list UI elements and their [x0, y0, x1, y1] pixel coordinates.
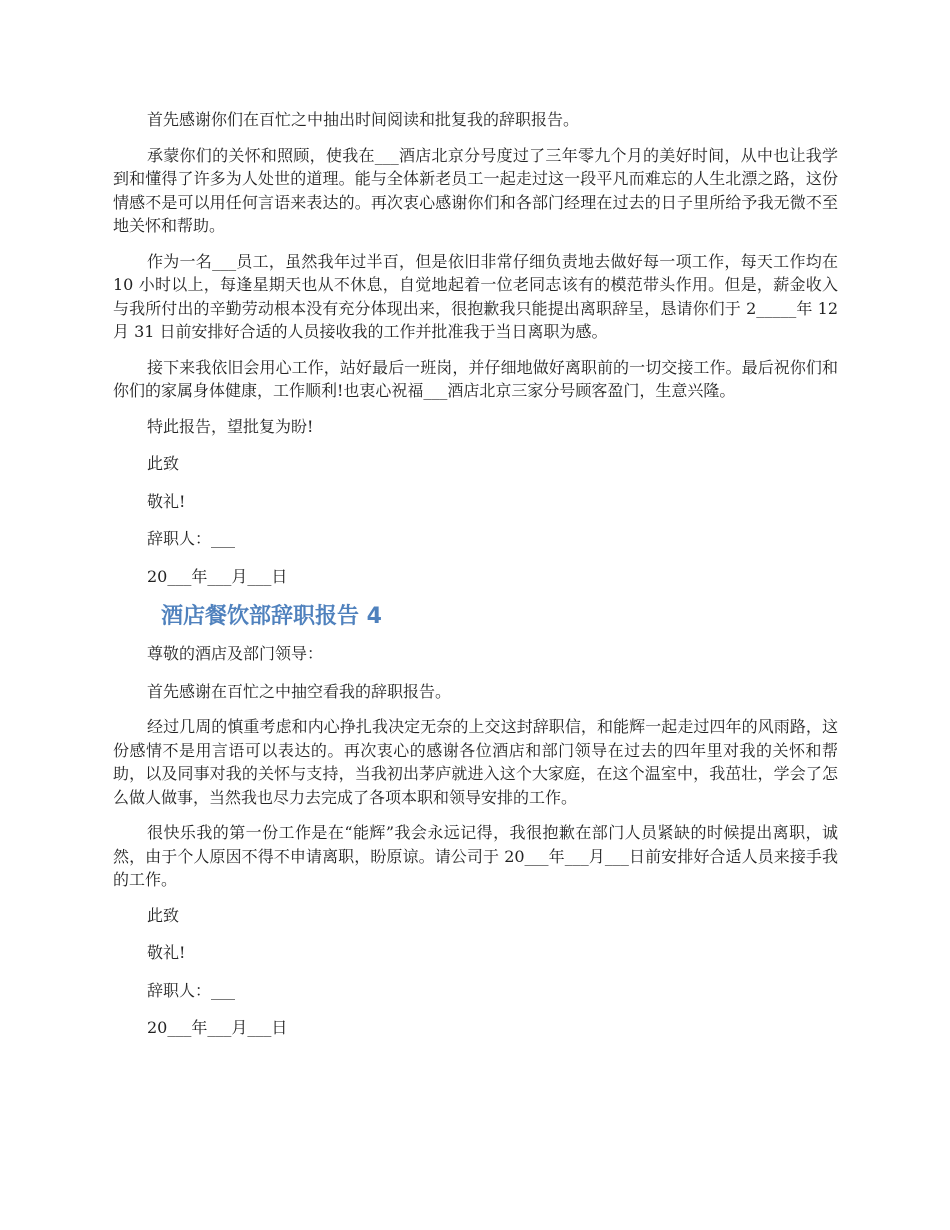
letter2-closing: 此致	[147, 905, 180, 925]
letter1-closing: 此致	[147, 454, 180, 473]
letter2-date: 20___年___月___日	[147, 1018, 288, 1037]
letter2-regards: 敬礼!	[147, 943, 186, 962]
letter1-signer: 辞职人：___	[147, 529, 236, 548]
letter1-paragraph-4: 接下来我依旧会用心工作，站好最后一班岗，并仔细地做好离职前的一切交接工作。最后祝你们和你们的家属身体健康，工作顺利!也衷心祝福___酒店北京三家分号顾客盈门，生意兴隆。	[113, 357, 838, 400]
letter2-salutation: 尊敬的酒店及部门领导：	[147, 644, 324, 663]
letter1-paragraph-2: 承蒙你们的关怀和照顾，使我在___酒店北京分号度过了三年零九个月的美好时间，从中也让我学到和懂得了许多为人处世的道理。能与全体新老员工一起走过这一段平凡而难忘的人生北漂之路，这份情感不是可以用任何言语来表达的。再次衷心感谢你们和各部门经理在过去的日子里所给予我无微不至地关怀和帮助。	[113, 145, 838, 235]
letter1-regards: 敬礼!	[147, 491, 186, 511]
letter2-paragraph-2: 经过几周的慎重考虑和内心挣扎我决定无奈的上交这封辞职信，和能辉一起走过四年的风雨路，这份感情不是用言语可以表达的。再次衷心的感谢各位酒店和部门领导在过去的四年里对我的关怀和帮助，以及同事对我的关怀与支持，当我初出茅庐就进入这个大家庭，在这个温室中，我茁壮，学会了怎么做人做事，当然我也尽力去完成了各项本职和领导安排的工作。	[113, 717, 838, 807]
letter1-request-line: 特此报告，望批复为盼!	[147, 416, 314, 436]
letter2-paragraph-1: 首先感谢在百忙之中抽空看我的辞职报告。	[147, 681, 452, 701]
letter1-date: 20___年___月___日	[147, 566, 288, 586]
section-heading: 酒店餐饮部辞职报告 4	[161, 604, 382, 629]
document-page	[113, 108, 838, 1054]
letter1-paragraph-1: 首先感谢你们在百忙之中抽出时间阅读和批复我的辞职报告。	[147, 110, 580, 129]
letter2-paragraph-3: 很快乐我的第一份工作是在“能辉”我会永远记得，我很抱歉在部门人员紧缺的时候提出离职，诚然，由于个人原因不得不申请离职，盼原谅。请公司于 20___年___月___日前安排好合适人员来接手我的工作。	[113, 823, 838, 889]
letter2-signer: 辞职人：___	[147, 980, 236, 1000]
letter1-paragraph-3: 作为一名___员工，虽然我年过半百，但是依旧非常仔细负责地去做好每一项工作，每天工作均在 10 小时以上，每逢星期天也从不休息，自觉地起着一位老同志该有的模范带头作用。但是，薪金收入与我所付出的辛勤劳动根本没有充分体现出来，很抱歉我只能提出离职辞呈，恳请你们于 2_____年 12 月 31 日前安排好合适的人员接收我的工作并批准我于当日离职为感。	[113, 251, 838, 341]
